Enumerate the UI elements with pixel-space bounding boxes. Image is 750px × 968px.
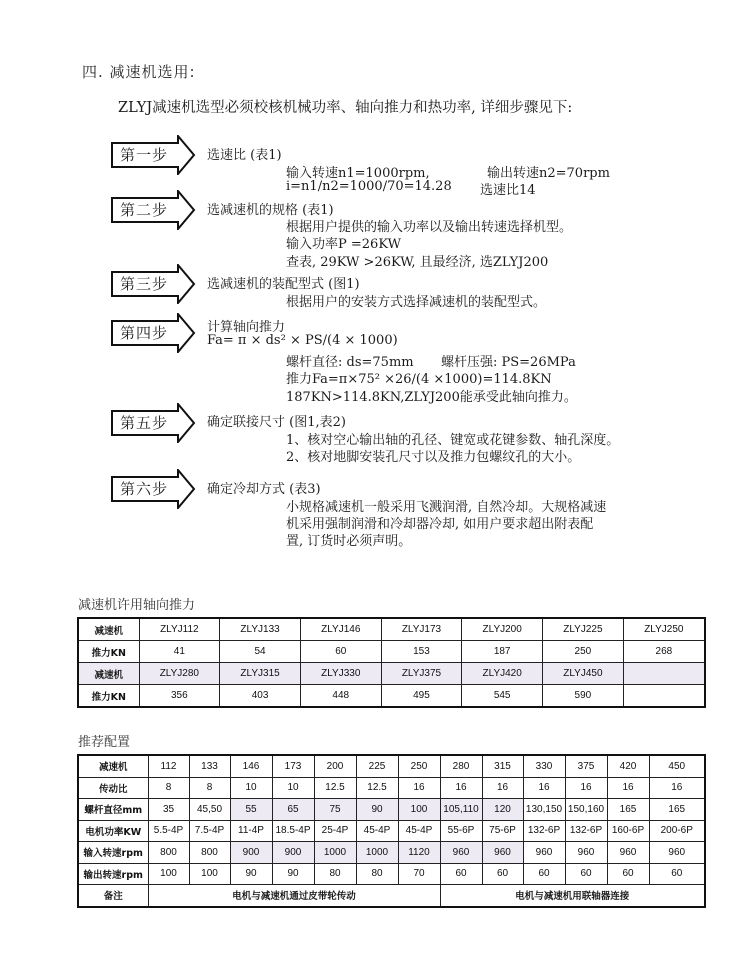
step-6-title: 确定冷却方式 (表3) xyxy=(207,482,321,497)
step-4-line: 推力Fa=π×75² ×26/(4 ×1000)=114.8KN xyxy=(286,372,552,387)
step-label: 第四步 xyxy=(120,324,169,342)
table-cell: ZLYJ375 xyxy=(381,663,462,685)
table-row xyxy=(78,618,705,641)
table-cell: 100 xyxy=(398,799,440,821)
table-cell: 10 xyxy=(272,777,314,799)
table-cell: 25-4P xyxy=(314,820,356,842)
step-6-arrow xyxy=(110,469,196,509)
table-row xyxy=(78,641,705,663)
row-header: 输出转速rpm xyxy=(78,863,148,885)
table-cell: 80 xyxy=(356,863,398,885)
table-cell: 250 xyxy=(543,641,624,663)
step-1-arrow xyxy=(110,135,196,175)
table-cell: 8 xyxy=(189,777,230,799)
step-2-line: 查表, 29KW >26KW, 且最经济, 选ZLYJ200 xyxy=(286,255,549,270)
step-3-line: 根据用户的安装方式选择减速机的装配型式。 xyxy=(286,295,547,310)
step-1-line: 选速比14 xyxy=(480,183,536,198)
table-cell: 800 xyxy=(148,842,189,864)
table-cell: 900 xyxy=(230,842,272,864)
row-header: 电机功率KW xyxy=(78,820,148,842)
table-cell: ZLYJ225 xyxy=(543,618,624,641)
table-cell: 545 xyxy=(462,685,543,708)
table-cell: 375 xyxy=(565,755,607,777)
table-cell: ZLYJ315 xyxy=(220,663,301,685)
table-cell: 8 xyxy=(148,777,189,799)
table-cell: 16 xyxy=(607,777,649,799)
table-cell: 16 xyxy=(565,777,607,799)
table2-caption: 推荐配置 xyxy=(78,735,131,750)
table-cell: 60 xyxy=(440,863,482,885)
table-cell: 130,150 xyxy=(523,799,565,821)
table-row xyxy=(78,755,705,777)
table-row xyxy=(78,777,705,799)
table-cell: 150,160 xyxy=(565,799,607,821)
table-row xyxy=(78,685,705,708)
table-cell: 41 xyxy=(139,641,220,663)
table-cell: 70 xyxy=(398,863,440,885)
table-cell: 960 xyxy=(440,842,482,864)
table-cell: 1000 xyxy=(356,842,398,864)
table-row xyxy=(78,863,705,885)
step-4-arrow xyxy=(110,313,196,353)
table-cell: 495 xyxy=(381,685,462,708)
step-label: 第三步 xyxy=(120,275,169,293)
table-cell: 16 xyxy=(398,777,440,799)
table-cell: 1120 xyxy=(398,842,440,864)
step-5-arrow xyxy=(110,403,196,443)
note-right: 电机与减速机用联轴器连接 xyxy=(440,885,705,907)
row-header: 减速机 xyxy=(78,618,139,641)
table-cell: 403 xyxy=(220,685,301,708)
table-cell: 132-6P xyxy=(565,820,607,842)
table-cell: 356 xyxy=(139,685,220,708)
step-5-line: 2、核对地脚安装孔尺寸以及推力包螺纹孔的大小。 xyxy=(286,450,581,465)
table-row xyxy=(78,663,705,685)
step-6-line: 置, 订货时必须声明。 xyxy=(286,534,412,549)
step-2-arrow xyxy=(110,190,196,230)
table-cell: 165 xyxy=(649,799,705,821)
step-4-formula: Fa= π × ds² × PS/(4 × 1000) xyxy=(207,333,398,348)
table-cell: 100 xyxy=(148,863,189,885)
table-cell: 960 xyxy=(482,842,523,864)
row-header: 推力KN xyxy=(78,685,139,708)
step-3-arrow xyxy=(110,264,196,304)
row-header: 推力KN xyxy=(78,641,139,663)
row-header: 传动比 xyxy=(78,777,148,799)
step-label: 第一步 xyxy=(120,146,169,164)
table-cell: 133 xyxy=(189,755,230,777)
row-header: 减速机 xyxy=(78,663,139,685)
table-cell: 146 xyxy=(230,755,272,777)
table-cell: 18.5-4P xyxy=(272,820,314,842)
step-6-line: 小规格减速机一般采用飞溅润滑, 自然冷却。大规格减速 xyxy=(286,500,607,515)
table-cell: ZLYJ133 xyxy=(220,618,301,641)
step-1-title: 选速比 (表1) xyxy=(207,148,282,163)
table-cell: 45-4P xyxy=(356,820,398,842)
note-left: 电机与减速机通过皮带轮传动 xyxy=(148,885,440,907)
table-cell: 45-4P xyxy=(398,820,440,842)
table-cell: 90 xyxy=(230,863,272,885)
table-cell: 55 xyxy=(230,799,272,821)
table-cell: ZLYJ146 xyxy=(300,618,381,641)
table-cell: 60 xyxy=(482,863,523,885)
step-2-line: 输入功率P =26KW xyxy=(286,237,401,252)
step-6-line: 机采用强制润滑和冷却器冷却, 如用户要求超出附表配 xyxy=(286,517,594,532)
table-cell: 60 xyxy=(607,863,649,885)
step-3-title: 选减速机的装配型式 (图1) xyxy=(207,277,360,292)
table-cell: 12.5 xyxy=(314,777,356,799)
table-cell: 16 xyxy=(523,777,565,799)
step-5-line: 1、核对空心输出轴的孔径、键宽或花键参数、轴孔深度。 xyxy=(286,433,620,448)
table-cell: ZLYJ420 xyxy=(462,663,543,685)
table-row xyxy=(78,820,705,842)
step-label: 第二步 xyxy=(120,201,169,219)
table-cell: 60 xyxy=(649,863,705,885)
table-cell: 16 xyxy=(482,777,523,799)
note-row xyxy=(78,885,705,907)
table-cell: ZLYJ330 xyxy=(300,663,381,685)
table-cell: 105,110 xyxy=(440,799,482,821)
table-cell: 45,50 xyxy=(189,799,230,821)
intro-text: ZLYJ减速机选型必须校核机械功率、轴向推力和热功率, 详细步骤见下: xyxy=(118,100,573,116)
table-cell: 200 xyxy=(314,755,356,777)
table-cell: 75 xyxy=(314,799,356,821)
table-cell: 120 xyxy=(482,799,523,821)
section-title: 四. 减速机选用: xyxy=(82,63,196,81)
table-cell: 7.5-4P xyxy=(189,820,230,842)
table-cell: ZLYJ173 xyxy=(381,618,462,641)
row-header: 备注 xyxy=(78,885,148,907)
table-cell: ZLYJ450 xyxy=(543,663,624,685)
table-cell: 75-6P xyxy=(482,820,523,842)
table-cell: 1000 xyxy=(314,842,356,864)
table-cell: 960 xyxy=(523,842,565,864)
table-cell: 160-6P xyxy=(607,820,649,842)
table-cell: 315 xyxy=(482,755,523,777)
config-table xyxy=(77,754,706,908)
table-cell: 250 xyxy=(398,755,440,777)
table-cell: 960 xyxy=(649,842,705,864)
table-cell: 60 xyxy=(300,641,381,663)
table-cell: 330 xyxy=(523,755,565,777)
table-cell: ZLYJ112 xyxy=(139,618,220,641)
table-row xyxy=(78,799,705,821)
table-cell: 16 xyxy=(440,777,482,799)
table-cell: 960 xyxy=(607,842,649,864)
table-cell: 200-6P xyxy=(649,820,705,842)
step-label: 第五步 xyxy=(120,414,169,432)
table-cell: ZLYJ250 xyxy=(623,618,705,641)
table-cell: 165 xyxy=(607,799,649,821)
table-cell: 55-6P xyxy=(440,820,482,842)
row-header: 螺杆直径mm xyxy=(78,799,148,821)
step-4-line: 螺杆压强: PS=26MPa xyxy=(441,355,576,370)
step-2-title: 选减速机的规格 (表1) xyxy=(207,203,334,218)
table-cell: 420 xyxy=(607,755,649,777)
table-cell: 16 xyxy=(649,777,705,799)
step-5-title: 确定联接尺寸 (图1,表2) xyxy=(207,415,346,430)
row-header: 输入转速rpm xyxy=(78,842,148,864)
step-4-line: 187KN>114.8KN,ZLYJ200能承受此轴向推力。 xyxy=(286,390,577,405)
table-cell: 90 xyxy=(272,863,314,885)
table-cell: 225 xyxy=(356,755,398,777)
step-1-line: 输出转速n2=70rpm xyxy=(487,166,610,181)
table-cell: 112 xyxy=(148,755,189,777)
table-cell: 100 xyxy=(189,863,230,885)
table-cell: 60 xyxy=(523,863,565,885)
table-cell: 12.5 xyxy=(356,777,398,799)
table-cell: 132-6P xyxy=(523,820,565,842)
step-1-line: 输入转速n1=1000rpm, xyxy=(286,166,430,181)
step-4-line: 螺杆直径: ds=75mm xyxy=(286,355,414,370)
table-cell: 60 xyxy=(565,863,607,885)
table-cell: 11-4P xyxy=(230,820,272,842)
step-2-line: 根据用户提供的输入功率以及输出转速选择机型。 xyxy=(286,220,573,235)
table-cell: 280 xyxy=(440,755,482,777)
table-cell: 10 xyxy=(230,777,272,799)
table1-caption: 减速机许用轴向推力 xyxy=(78,598,196,613)
step-label: 第六步 xyxy=(120,480,169,498)
table-cell: ZLYJ280 xyxy=(139,663,220,685)
step-1-line: i=n1/n2=1000/70=14.28 xyxy=(286,179,452,194)
table-cell: 268 xyxy=(623,641,705,663)
thrust-table xyxy=(77,617,706,708)
table-cell: 35 xyxy=(148,799,189,821)
table-cell xyxy=(623,663,705,685)
table-cell: 960 xyxy=(565,842,607,864)
table-cell: 90 xyxy=(356,799,398,821)
table-cell: 54 xyxy=(220,641,301,663)
table-cell: 800 xyxy=(189,842,230,864)
table-cell: 153 xyxy=(381,641,462,663)
table-row xyxy=(78,842,705,864)
table-cell: 65 xyxy=(272,799,314,821)
table-cell: 5.5-4P xyxy=(148,820,189,842)
table-cell: 900 xyxy=(272,842,314,864)
table-cell: 448 xyxy=(300,685,381,708)
table-cell xyxy=(623,685,705,708)
table-cell: 187 xyxy=(462,641,543,663)
table-cell: 590 xyxy=(543,685,624,708)
table-cell: ZLYJ200 xyxy=(462,618,543,641)
table-cell: 80 xyxy=(314,863,356,885)
table-cell: 450 xyxy=(649,755,705,777)
step-4-title: 计算轴向推力 xyxy=(207,320,286,335)
row-header: 减速机 xyxy=(78,755,148,777)
table-cell: 173 xyxy=(272,755,314,777)
